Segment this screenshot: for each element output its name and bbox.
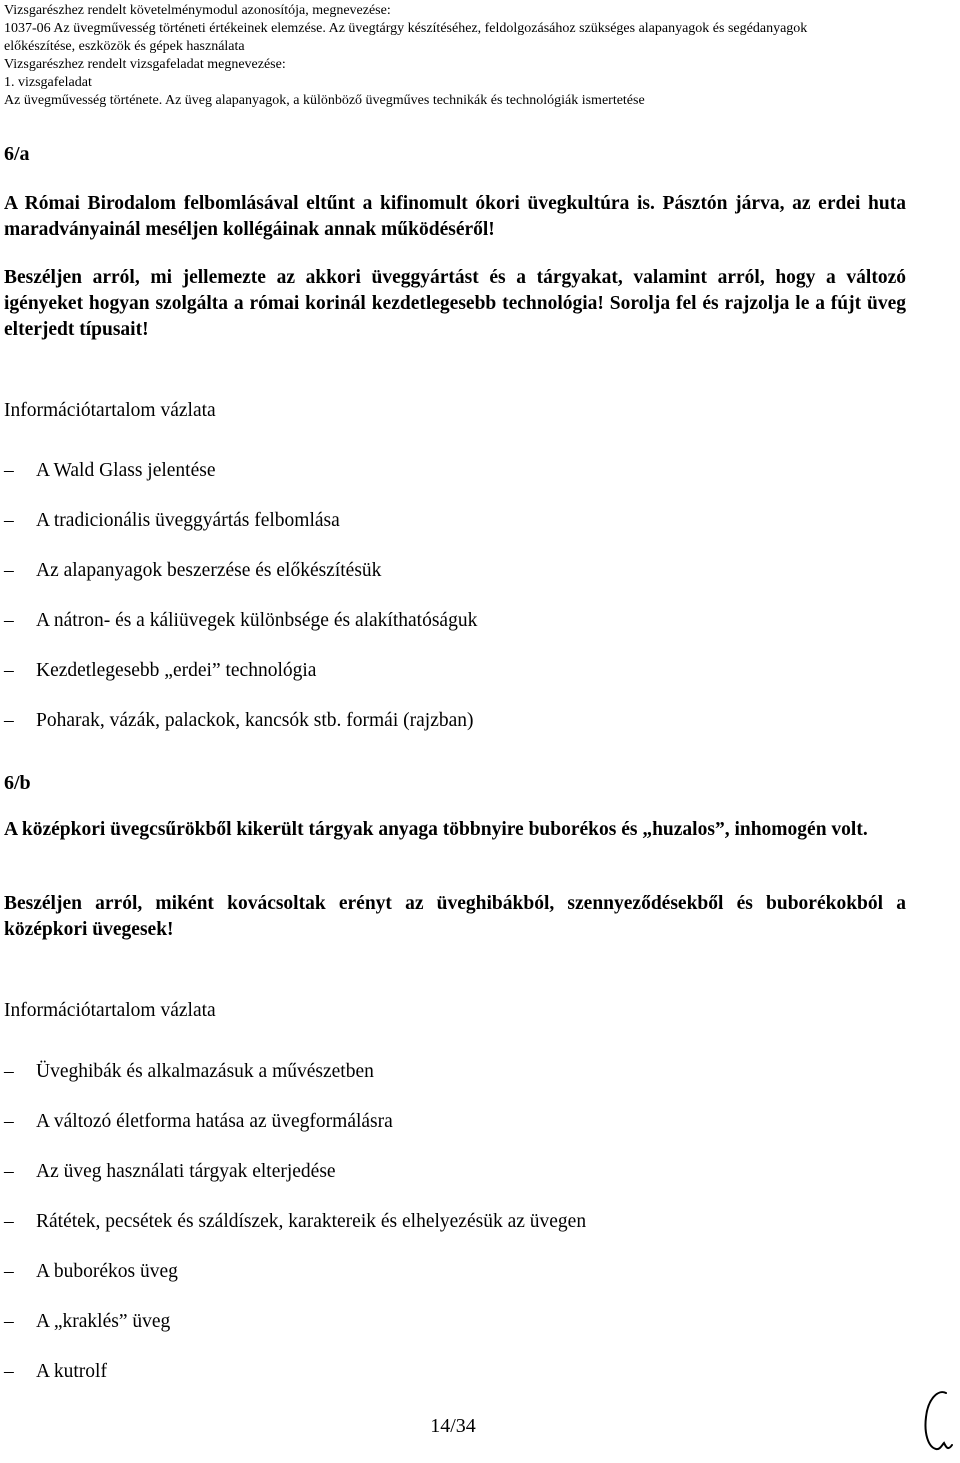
- section-a-task: Beszéljen arról, mi jellemezte az akkori üveggyártást és a tárgyakat, valamint arról, hogy a változó igényeket hogyan szolgálta a római korinál kezdetlegesebb technológia! Sorolja fel és rajzolja le a fújt üveg elterjedt típusait!: [4, 267, 906, 340]
- list-item: [0, 558, 900, 608]
- dash-bullet: –: [4, 510, 14, 531]
- header-line: 1037-06 Az üvegművesség történeti értékeinek elemzése. Az üvegtárgy készítéséhez, feldolgozásához szükséges alapanyagok és segédanyagok: [4, 21, 808, 36]
- dash-bullet: –: [4, 1061, 14, 1082]
- dash-bullet: –: [4, 460, 14, 481]
- dash-bullet: –: [4, 1261, 14, 1282]
- list-item: [0, 708, 900, 758]
- list-item: [0, 1309, 900, 1359]
- section-a-info-list: [0, 458, 900, 758]
- list-item-text: Az üveg használati tárgyak elterjedése: [36, 1161, 336, 1182]
- section-b-info-list: [0, 1059, 900, 1409]
- dash-bullet: –: [4, 1361, 14, 1382]
- list-item: [0, 1359, 900, 1409]
- section-b-info-title: Információtartalom vázlata: [4, 1000, 216, 1021]
- dash-bullet: –: [4, 1161, 14, 1182]
- list-item: [0, 608, 900, 658]
- list-item-text: A Wald Glass jelentése: [36, 460, 216, 481]
- dash-bullet: –: [4, 1311, 14, 1332]
- list-item-text: A buborékos üveg: [36, 1261, 178, 1282]
- section-a-label: 6/a: [4, 143, 30, 165]
- section-b-intro: A középkori üvegcsűrökből kikerült tárgyak anyaga többnyire buborékos és „huzalos”, inhomogén volt.: [4, 819, 868, 840]
- dash-bullet: –: [4, 560, 14, 581]
- dash-bullet: –: [4, 1211, 14, 1232]
- list-item: [0, 458, 900, 508]
- page-header: [4, 2, 954, 110]
- header-line: Az üvegművesség története. Az üveg alapanyagok, a különböző üvegműves technikák és technológiák ismertetése: [4, 93, 645, 108]
- dash-bullet: –: [4, 660, 14, 681]
- list-item-text: A nátron- és a káliüvegek különbsége és alakíthatóságuk: [36, 610, 478, 631]
- list-item-text: Rátétek, pecsétek és száldíszek, karaktereik és elhelyezésük az üvegen: [36, 1211, 587, 1232]
- list-item: [0, 1259, 900, 1309]
- section-a-intro: A Római Birodalom felbomlásával eltűnt a kifinomult ókori üvegkultúra is. Pásztón járva, az erdei huta maradványainál meséljen kollégáinak annak működéséről!: [4, 193, 906, 240]
- list-item-text: A tradicionális üveggyártás felbomlása: [36, 510, 340, 531]
- list-item: [0, 508, 900, 558]
- header-line: 1. vizsgafeladat: [4, 75, 92, 90]
- list-item-text: Poharak, vázák, palackok, kancsók stb. formái (rajzban): [36, 710, 474, 731]
- page-number: 14/34: [430, 1415, 476, 1437]
- list-item-text: A változó életforma hatása az üvegformálásra: [36, 1111, 393, 1132]
- header-line: előkészítése, eszközök és gépek használata: [4, 39, 245, 54]
- header-line: Vizsgarészhez rendelt vizsgafeladat megnevezése:: [4, 57, 286, 72]
- list-item-text: Az alapanyagok beszerzése és előkészítésük: [36, 560, 382, 581]
- signature-mark: [918, 1385, 958, 1455]
- list-item-text: A „kraklés” üveg: [36, 1311, 171, 1332]
- dash-bullet: –: [4, 610, 14, 631]
- header-line: Vizsgarészhez rendelt követelménymodul azonosítója, megnevezése:: [4, 3, 391, 18]
- list-item-text: A kutrolf: [36, 1361, 107, 1382]
- list-item: [0, 658, 900, 708]
- list-item: [0, 1059, 900, 1109]
- list-item: [0, 1109, 900, 1159]
- dash-bullet: –: [4, 710, 14, 731]
- list-item-text: Kezdetlegesebb „erdei” technológia: [36, 660, 317, 681]
- section-b-label: 6/b: [4, 772, 31, 794]
- list-item: [0, 1159, 900, 1209]
- list-item-text: Üveghibák és alkalmazásuk a művészetben: [36, 1061, 374, 1082]
- list-item: [0, 1209, 900, 1259]
- section-a-info-title: Információtartalom vázlata: [4, 400, 216, 421]
- section-b-task: Beszéljen arról, miként kovácsoltak erényt az üveghibákból, szennyeződésekből és buborékokból a középkori üvegesek!: [4, 893, 906, 940]
- dash-bullet: –: [4, 1111, 14, 1132]
